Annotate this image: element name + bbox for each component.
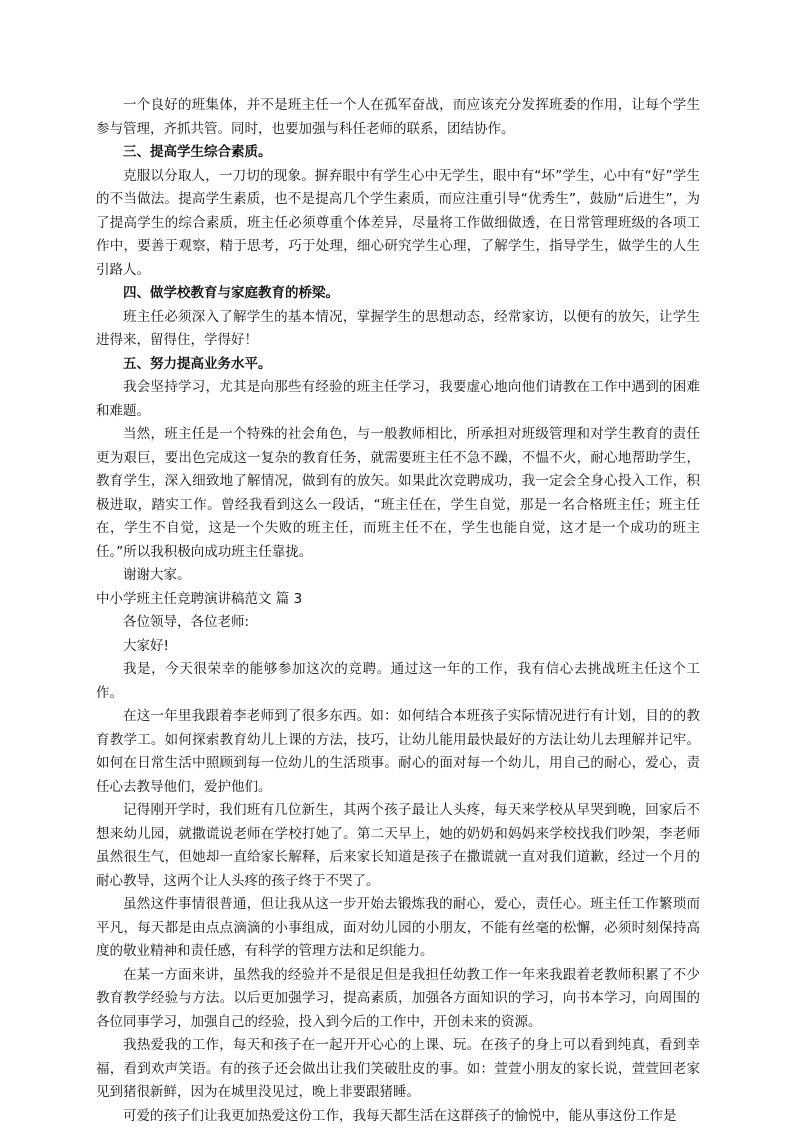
paragraph: 我热爱我的工作，每天和孩子在一起开开心心的上课、玩。在孩子的身上可以看到纯真，看到幸福，看到欢声笑语。有的孩子还会做出让我们笑破肚皮的事。如：萱萱小朋友的家长说，萱萱回老家见到猪很新鲜，因为在城里没见过，晚上非要跟猪睡。 bbox=[96, 1034, 700, 1105]
article-title: 中小学班主任竞聘演讲稿范文 篇 3 bbox=[96, 588, 700, 612]
paragraph: 记得刚开学时，我们班有几位新生，其两个孩子最让人头疼，每天来学校从早哭到晚，回家后不想来幼儿园，就撒谎说老师在学校打她了。第二天早上，她的奶奶和妈妈来学校找我们吵架，李老师虽然很生气，但她却一直给家长解释，后来家长知道是孩子在撒谎就一直对我们道歉，经过一个月的耐心教导，这两个让人头疼的孩子终于不哭了。 bbox=[96, 799, 700, 893]
paragraph: 我是，今天很荣幸的能够参加这次的竞聘。通过这一年的工作，我有信心去挑战班主任这个工作。 bbox=[96, 658, 700, 705]
paragraph: 在某一方面来讲，虽然我的经验并不是很足但是我担任幼教工作一年来我跟着老教师积累了不少教育教学经验与方法。以后更加强学习，提高素质，加强各方面知识的学习，向书本学习，向周围的各位同事学习，加强自己的经验，投入到今后的工作中，开创未来的资源。 bbox=[96, 964, 700, 1035]
paragraph: 班主任必须深入了解学生的基本情况，掌握学生的思想动态，经常家访，以便有的放矢，让学生进得来，留得住，学得好！ bbox=[96, 306, 700, 353]
paragraph: 我会坚持学习，尤其是向那些有经验的班主任学习，我要虚心地向他们请教在工作中遇到的困难和难题。 bbox=[96, 376, 700, 423]
paragraph: 当然，班主任是一个特殊的社会角色，与一般教师相比，所承担对班级管理和对学生教育的责任更为艰巨，要出色完成这一复杂的教育任务，就需要班主任不急不躁，不愠不火，耐心地帮助学生，教育学生，深入细致地了解情况，做到有的放矢。如果此次竞聘成功，我一定会全身心投入工作，积极进取，踏实工作。曾经我看到这么一段话，“班主任在，学生自觉，那是一名合格班主任；班主任在，学生不自觉，这是一个失败的班主任，而班主任不在，学生也能自觉，这才是一个成功的班主任。”所以我积极向成功班主任靠拢。 bbox=[96, 423, 700, 564]
paragraph: 在这一年里我跟着李老师到了很多东西。如：如何结合本班孩子实际情况进行有计划，目的的教育教学工。如何探索教育幼儿上课的方法，技巧，让幼儿能用最快最好的方法让幼儿去理解并记牢。如何在日常生活中照顾到每一位幼儿的生活琐事。耐心的面对每一个幼儿，用自己的耐心，爱心，责任心去教导他们，爱护他们。 bbox=[96, 705, 700, 799]
section-heading: 三、提高学生综合素质。 bbox=[96, 141, 700, 165]
paragraph: 谢谢大家。 bbox=[96, 564, 700, 588]
paragraph: 虽然这件事情很普通，但让我从这一步开始去锻炼我的耐心，爱心，责任心。班主任工作繁琐而平凡，每天都是由点点滴滴的小事组成，面对幼儿园的小朋友，不能有丝毫的松懈，必须时刻保持高度的敬业精神和责任感，有科学的管理方法和足织能力。 bbox=[96, 893, 700, 964]
paragraph: 一个良好的班集体，并不是班主任一个人在孤军奋战，而应该充分发挥班委的作用，让每个学生参与管理，齐抓共管。同时，也要加强与科任老师的联系，团结协作。 bbox=[96, 94, 700, 141]
section-heading: 五、努力提高业务水平。 bbox=[96, 353, 700, 377]
paragraph: 可爱的孩子们让我更加热爱这份工作，我每天都生活在这群孩子的愉悦中，能从事这份工作是 bbox=[96, 1105, 700, 1128]
paragraph: 克服以分取人，一刀切的现象。摒弃眼中有学生心中无学生，眼中有“坏”学生，心中有“好”学生的不当做法。提高学生素质，也不是提高几个学生素质，而应注重引导“优秀生”，鼓励“后进生”，为了提高学生的综合素质，班主任必须尊重个体差异，尽量将工作做细做透，在日常管理班级的各项工作中，要善于观察，精于思考，巧于处理，细心研究学生心理，了解学生，指导学生，做学生的人生引路人。 bbox=[96, 165, 700, 283]
salutation: 各位领导，各位老师: bbox=[96, 611, 700, 635]
document-page bbox=[96, 94, 700, 1128]
greeting: 大家好! bbox=[96, 635, 700, 659]
section-heading: 四、做学校教育与家庭教育的桥梁。 bbox=[96, 282, 700, 306]
